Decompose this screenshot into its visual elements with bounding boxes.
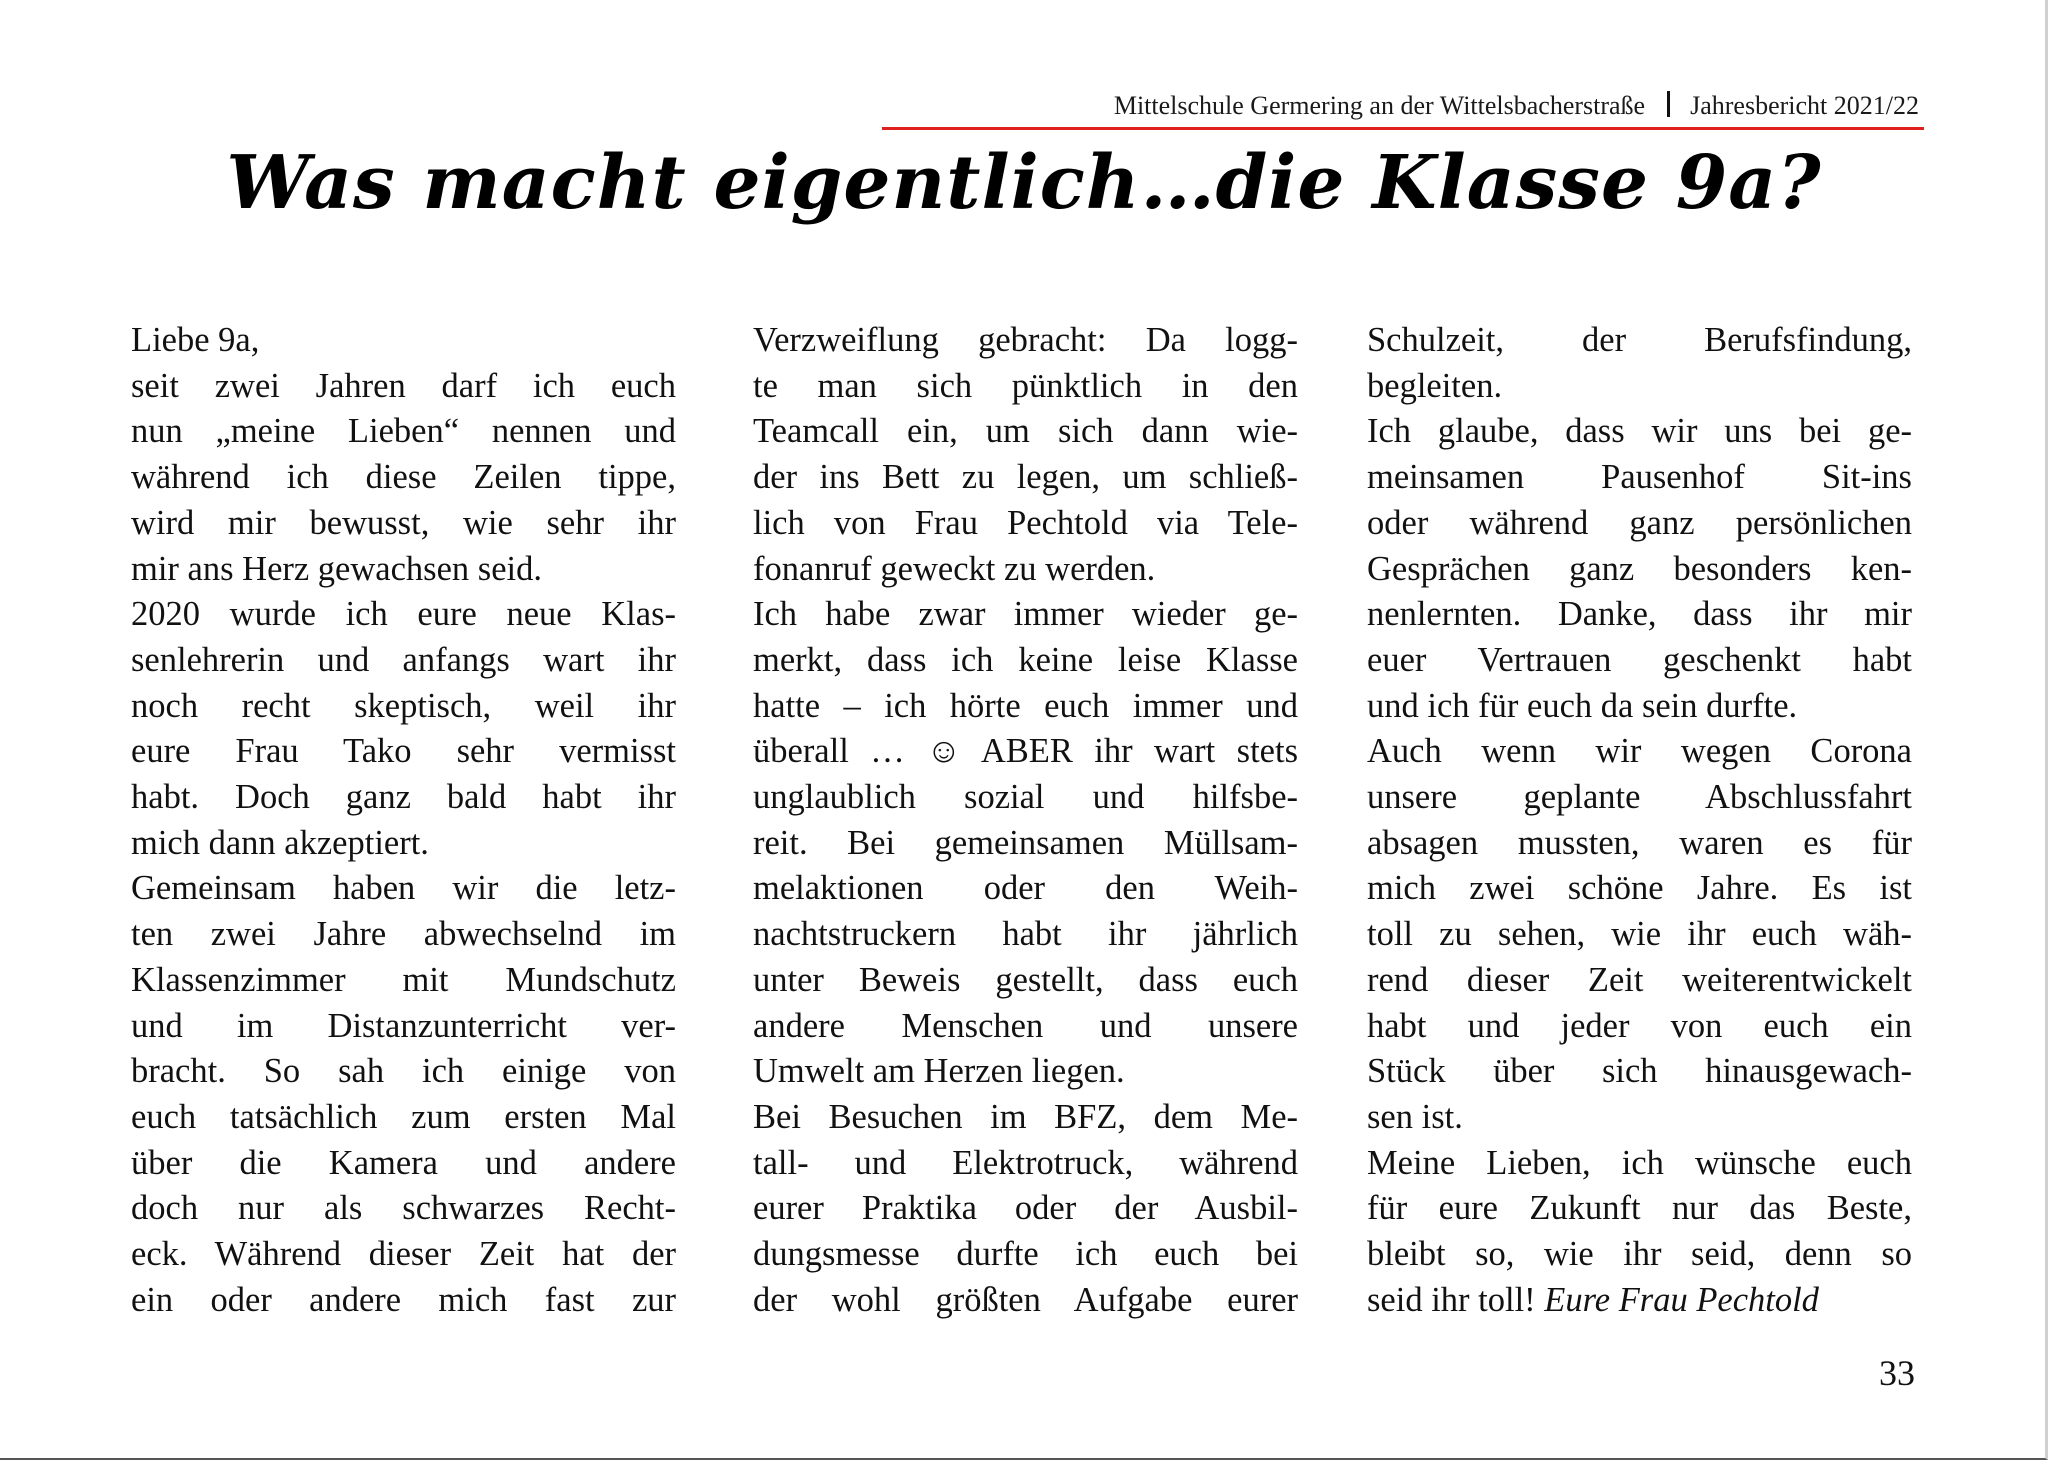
- text-line: [131, 866, 676, 912]
- text-line: [131, 775, 676, 821]
- text-line-content: 2020 wurde ich eure neue Klas-: [131, 595, 676, 634]
- text-line: [131, 364, 676, 410]
- text-line: [131, 638, 676, 684]
- text-line-content: Ich habe zwar immer wieder ge-: [753, 595, 1298, 634]
- text-line-content: habt und jeder von euch ein: [1367, 1006, 1912, 1045]
- text-line-content: Klassenzimmer mit Mundschutz: [131, 960, 676, 999]
- text-line: [753, 1278, 1298, 1324]
- text-line-content: absagen mussten, waren es für: [1367, 823, 1912, 862]
- text-line: [1367, 1278, 1912, 1324]
- text-line-content: wird mir bewusst, wie sehr ihr: [131, 503, 676, 542]
- text-line-content: Gesprächen ganz besonders ken-: [1367, 549, 1912, 588]
- text-line: [753, 1004, 1298, 1050]
- text-line-content: begleiten.: [1367, 366, 1503, 405]
- text-line-content: lich von Frau Pechtold via Tele-: [753, 503, 1298, 542]
- text-line-content: noch recht skeptisch, weil ihr: [131, 686, 676, 725]
- text-line: [1367, 866, 1912, 912]
- text-line: [1367, 1095, 1912, 1141]
- text-line-content: euch tatsächlich zum ersten Mal: [131, 1097, 676, 1136]
- text-line: [753, 409, 1298, 455]
- text-line-content: Bei Besuchen im BFZ, dem Me-: [753, 1097, 1298, 1136]
- text-line: [1367, 1049, 1912, 1095]
- text-line: [1367, 455, 1912, 501]
- text-line: [1367, 318, 1912, 364]
- text-line: [753, 958, 1298, 1004]
- text-line: [131, 1232, 676, 1278]
- text-line: [1367, 821, 1912, 867]
- text-line: [1367, 409, 1912, 455]
- text-line-content: seid ihr toll!: [1367, 1280, 1536, 1319]
- text-line-content: Ich glaube, dass wir uns bei ge-: [1367, 412, 1912, 451]
- text-line: [753, 729, 1298, 775]
- running-header: [1114, 88, 1919, 121]
- signature: Eure Frau Pechtold: [1544, 1280, 1819, 1319]
- text-line-content: oder während ganz persönlichen: [1367, 503, 1912, 542]
- text-column-3: [1367, 318, 1912, 1323]
- page-title: Was macht eigentlich…die Klasse 9a?: [226, 140, 1822, 226]
- header-red-rule: [882, 127, 1924, 130]
- text-line: [1367, 638, 1912, 684]
- text-line-content: fonanruf geweckt zu werden.: [753, 549, 1156, 588]
- text-line-content: nachtstruckern habt ihr jährlich: [753, 915, 1298, 954]
- text-line: [753, 501, 1298, 547]
- text-line-content: unsere geplante Abschlussfahrt: [1367, 778, 1912, 817]
- text-line-content: seit zwei Jahren darf ich euch: [131, 366, 676, 405]
- text-line-content: andere Menschen und unsere: [753, 1006, 1298, 1045]
- text-line: [131, 501, 676, 547]
- text-line: [1367, 1004, 1912, 1050]
- text-line-content: unglaublich sozial und hilfsbe-: [753, 778, 1298, 817]
- text-line-content: der wohl größten Aufgabe eurer: [753, 1280, 1298, 1319]
- text-line: [1367, 364, 1912, 410]
- text-line: [131, 1141, 676, 1187]
- text-line-content: eure Frau Tako sehr vermisst: [131, 732, 676, 771]
- text-line: [1367, 592, 1912, 638]
- text-column-1: [131, 318, 676, 1323]
- text-line: [131, 1049, 676, 1095]
- text-line-content: mich dann akzeptiert.: [131, 823, 429, 862]
- text-line-content: doch nur als schwarzes Recht-: [131, 1189, 676, 1228]
- text-line: [131, 318, 676, 364]
- text-line: [1367, 1141, 1912, 1187]
- text-line-content: der ins Bett zu legen, um schließ-: [753, 458, 1298, 497]
- text-line: [753, 364, 1298, 410]
- text-line-content: habt. Doch ganz bald habt ihr: [131, 778, 676, 817]
- text-line: [1367, 958, 1912, 1004]
- text-line-content: überall … ☺ ABER ihr wart stets: [753, 732, 1298, 771]
- text-line-content: hatte – ich hörte euch immer und: [753, 686, 1298, 725]
- text-line: [131, 1186, 676, 1232]
- text-line: [131, 684, 676, 730]
- text-line: [1367, 1232, 1912, 1278]
- text-line-content: Teamcall ein, um sich dann wie-: [753, 412, 1298, 451]
- text-line: [131, 409, 676, 455]
- text-line: [131, 958, 676, 1004]
- text-line-content: Auch wenn wir wegen Corona: [1367, 732, 1912, 771]
- text-line-content: sen ist.: [1367, 1097, 1463, 1136]
- text-line-content: während ich diese Zeilen tippe,: [131, 458, 676, 497]
- text-line: [131, 1095, 676, 1141]
- text-line-content: Gemeinsam haben wir die letz-: [131, 869, 676, 908]
- text-line-content: tall- und Elektrotruck, während: [753, 1143, 1298, 1182]
- text-line-content: senlehrerin und anfangs wart ihr: [131, 640, 676, 679]
- text-line: [1367, 501, 1912, 547]
- text-line-content: toll zu sehen, wie ihr euch wäh-: [1367, 915, 1912, 954]
- text-line: [753, 866, 1298, 912]
- text-line-content: eck. Während dieser Zeit hat der: [131, 1235, 676, 1274]
- text-line: [131, 592, 676, 638]
- text-line: [131, 1004, 676, 1050]
- text-line-content: merkt, dass ich keine leise Klasse: [753, 640, 1298, 679]
- header-report-title: Jahresbericht 2021/22: [1690, 91, 1919, 120]
- text-line-content: Liebe 9a,: [131, 321, 260, 359]
- text-line: [753, 1232, 1298, 1278]
- text-line: [1367, 775, 1912, 821]
- text-line-content: ein oder andere mich fast zur: [131, 1280, 676, 1319]
- text-line-content: nenlernten. Danke, dass ihr mir: [1367, 595, 1912, 634]
- text-line-content: bleibt so, wie ihr seid, denn so: [1367, 1235, 1912, 1274]
- header-separator: [1667, 91, 1670, 117]
- text-line: [1367, 1186, 1912, 1232]
- text-column-2: [753, 318, 1298, 1323]
- text-line: [1367, 729, 1912, 775]
- text-line: [131, 547, 676, 593]
- text-line: [131, 821, 676, 867]
- text-line-content: und im Distanzunterricht ver-: [131, 1006, 676, 1045]
- text-line: [753, 1186, 1298, 1232]
- text-line-content: euer Vertrauen geschenkt habt: [1367, 640, 1912, 679]
- text-line-content: te man sich pünktlich in den: [753, 366, 1298, 405]
- text-line-content: nun „meine Lieben“ nennen und: [131, 412, 676, 451]
- text-line: [131, 912, 676, 958]
- text-line: [753, 455, 1298, 501]
- text-line: [1367, 912, 1912, 958]
- text-line-content: und ich für euch da sein durfte.: [1367, 686, 1798, 725]
- text-line-content: mir ans Herz gewachsen seid.: [131, 549, 542, 588]
- text-line: [1367, 684, 1912, 730]
- text-line-content: über die Kamera und andere: [131, 1143, 676, 1182]
- text-line-content: bracht. So sah ich einige von: [131, 1052, 676, 1091]
- text-line: [753, 912, 1298, 958]
- text-line-content: eurer Praktika oder der Ausbil-: [753, 1189, 1298, 1228]
- text-line: [753, 592, 1298, 638]
- text-line-content: Umwelt am Herzen liegen.: [753, 1052, 1125, 1091]
- text-line: [753, 547, 1298, 593]
- text-line-content: dungsmesse durfte ich euch bei: [753, 1235, 1298, 1274]
- header-school-name: Mittelschule Germering an der Wittelsbacherstraße: [1113, 91, 1646, 120]
- text-line: [131, 1278, 676, 1324]
- text-line: [753, 1049, 1298, 1095]
- text-line-content: Verzweiflung gebracht: Da logg-: [753, 321, 1298, 359]
- text-line: [753, 1095, 1298, 1141]
- text-line: [131, 729, 676, 775]
- text-line-content: Schulzeit, der Berufsfindung,: [1367, 321, 1912, 359]
- text-line-content: unter Beweis gestellt, dass euch: [753, 960, 1298, 999]
- page-number: 33: [1879, 1353, 1915, 1393]
- text-line: [753, 318, 1298, 364]
- text-line-content: Stück über sich hinausgewach-: [1367, 1052, 1912, 1091]
- text-line-content: Meine Lieben, ich wünsche euch: [1367, 1143, 1912, 1182]
- text-line: [753, 1141, 1298, 1187]
- text-line: [1367, 547, 1912, 593]
- text-line-content: melaktionen oder den Weih-: [753, 869, 1298, 908]
- text-line: [753, 821, 1298, 867]
- text-line: [753, 684, 1298, 730]
- text-line: [753, 638, 1298, 684]
- text-line: [131, 455, 676, 501]
- text-line-content: reit. Bei gemeinsamen Müllsam-: [753, 823, 1298, 862]
- text-line-content: für eure Zukunft nur das Beste,: [1367, 1189, 1912, 1228]
- text-line-content: mich zwei schöne Jahre. Es ist: [1367, 869, 1912, 908]
- text-line-content: meinsamen Pausenhof Sit-ins: [1367, 458, 1912, 497]
- text-line-content: ten zwei Jahre abwechselnd im: [131, 915, 676, 954]
- text-line: [753, 775, 1298, 821]
- text-line-content: rend dieser Zeit weiterentwickelt: [1367, 960, 1912, 999]
